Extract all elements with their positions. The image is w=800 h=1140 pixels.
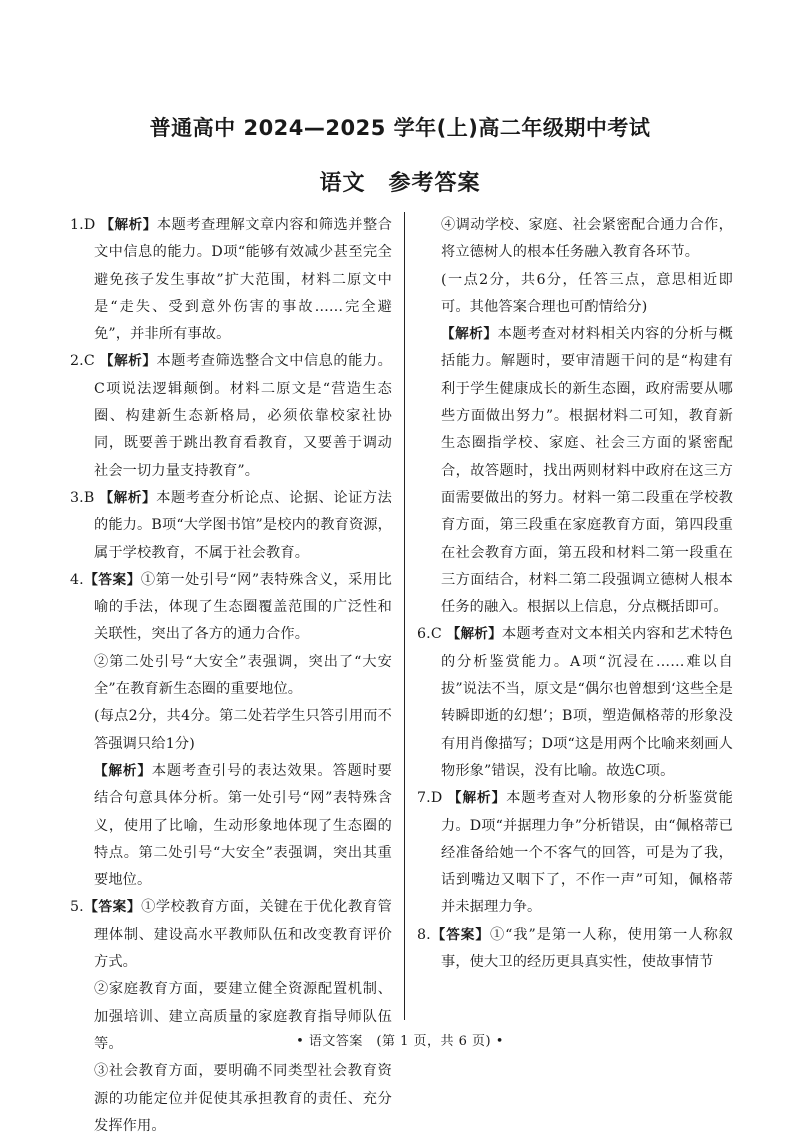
answer-tag: 【答案】 [83, 899, 142, 916]
scoring-note: (每点2分，共4分。第二处若学生只答引用而不答强调只给1分) [94, 708, 392, 752]
answer-item-3 [70, 485, 392, 567]
page-footer: • 语文答案 (第 1 页，共 6 页) • [296, 1034, 504, 1049]
document-title: 普通高中 2024—2025 学年(上)高二年级期中考试 [149, 116, 651, 140]
analysis-text: 本题考查引号的表达效果。答题时要结合句意具体分析。第一处引号“网”表特殊含义，使用了比喻，生动形象地体现了生态圈的特点。第二处引号“大安全”表强调，突出其重要地位。 [94, 762, 392, 889]
analysis-text: 本题考查对人物形象的分析鉴赏能力。D项“并据理力争”分析错误，由“佩格蒂已经准备给她一个不客气的回答，可是为了我，话到嘴边又咽下了，不作一声”可知，佩格蒂并未据理力争。 [441, 790, 733, 916]
answer-item-1 [70, 212, 392, 348]
item-number: 2.C [70, 353, 95, 370]
analysis-paragraph [417, 321, 733, 621]
analysis-tag: 【解析】 [99, 489, 157, 506]
answer-item-6 [417, 621, 733, 785]
analysis-tag: 【解析】 [446, 626, 503, 643]
answer-item-8 [417, 922, 733, 977]
item-number: 6.C [417, 626, 442, 643]
document-subtitle: 语文 参考答案 [319, 171, 481, 196]
item-number: 8. [417, 926, 431, 943]
answer-item-2 [70, 348, 392, 484]
answer-item-5 [70, 894, 392, 976]
answer-point-paragraph: ②第二处引号“大安全”表强调，突出了“大安全”在教育新生态圈的重要地位。 [94, 653, 392, 698]
analysis-tag: 【解析】 [94, 762, 152, 779]
analysis-text: 本题考查分析论点、论据、论证方法的能力。B项“大学图书馆”是校内的教育资源，属于学校教育，不属于社会教育。 [94, 489, 392, 561]
answer-tag: 【答案】 [83, 571, 141, 588]
analysis-tag: 【解析】 [100, 217, 157, 233]
analysis-tag: 【解析】 [99, 353, 157, 370]
item-number: 4. [70, 571, 84, 588]
item-number: 5. [70, 899, 84, 916]
column-divider [404, 212, 405, 1020]
item-number: 7.D [417, 790, 443, 807]
left-column [70, 212, 392, 1140]
scoring-note: (一点2分，共6分，任答三点，意思相近即可。其他答案合理也可酌情给分) [441, 271, 733, 315]
answer-item-4 [70, 567, 392, 649]
analysis-text: 本题考查筛选整合文中信息的能力。C项说法逻辑颠倒。材料二原文是“营造生态圈、构建新生态新格局，必须依靠校家社协同，既要善于跳出教育看教育，又要善于调动社会一切力量支持教育”。 [94, 353, 392, 479]
analysis-text: 本题考查对文本相关内容和艺术特色的分析鉴赏能力。A项“沉浸在……难以自拔”说法不当，原文是“偶尔也曾想到‘这些全是转瞬即逝的幻想’；B项，塑造佩格蒂的形象没有用肖像描写；D项“这是用两个比喻来刻画人物形象”错误，没有比喻。故选C项。 [441, 626, 733, 779]
analysis-tag: 【解析】 [441, 326, 498, 343]
answer-tag: 【答案】 [430, 926, 490, 943]
answer-point: ①学校教育方面，关键在于优化教育管理体制、建设高水平教师队伍和改变教育评价方式。 [94, 899, 392, 971]
item-number: 3.B [70, 489, 95, 506]
right-column [417, 212, 733, 976]
answer-point-paragraph: ②家庭教育方面，要建立健全资源配置机制、加强培训、建立高质量的家庭教育指导师队伍等。 [94, 981, 392, 1052]
answer-point-paragraph: ③社会教育方面，要明确不同类型社会教育资源的功能定位并促使其承担教育的责任、充分发挥作用。 [94, 1063, 392, 1134]
answer-point: ①第一处引号“网”表特殊含义，采用比喻的手法，体现了生态圈覆盖范围的广泛性和关联性，突出了各方的通力合作。 [94, 571, 392, 643]
analysis-paragraph [70, 758, 392, 894]
answer-point: ①“我”是第一人称，使用第一人称叙事，使大卫的经历更具真实性，使故事情节 [441, 926, 733, 971]
answer-point-paragraph: ④调动学校、家庭、社会紧密配合通力合作，将立德树人的根本任务融入教育各环节。 [441, 217, 733, 261]
analysis-text: 本题考查对材料相关内容的分析与概括能力。解题时，要审清题干问的是“构建有利于学生健康成长的新生态圈，政府需要从哪些方面做出努力”。根据材料二可知，教育新生态圈指学校、家庭、社会三方面的紧密配合，故答题时，找出两则材料中政府在这三方面需要做出的努力。材料一第二段重在学校教育方面，第三段重在家庭教育方面，第四段重在社会教育方面，第五段和材料二第一段重在三方面结合，材料二第二段强调立德树人根本任务的融入。根据以上信息，分点概括即可。 [441, 326, 733, 616]
analysis-text: 本题考查理解文章内容和筛选并整合文中信息的能力。D项“能够有效减少甚至完全避免孩子发生事故”扩大范围，材料二原文中是“走失、受到意外伤害的事故……完全避免”，并非所有事故。 [94, 217, 392, 343]
answer-item-7 [417, 785, 733, 921]
item-number: 1.D [70, 217, 96, 233]
analysis-tag: 【解析】 [447, 790, 507, 807]
